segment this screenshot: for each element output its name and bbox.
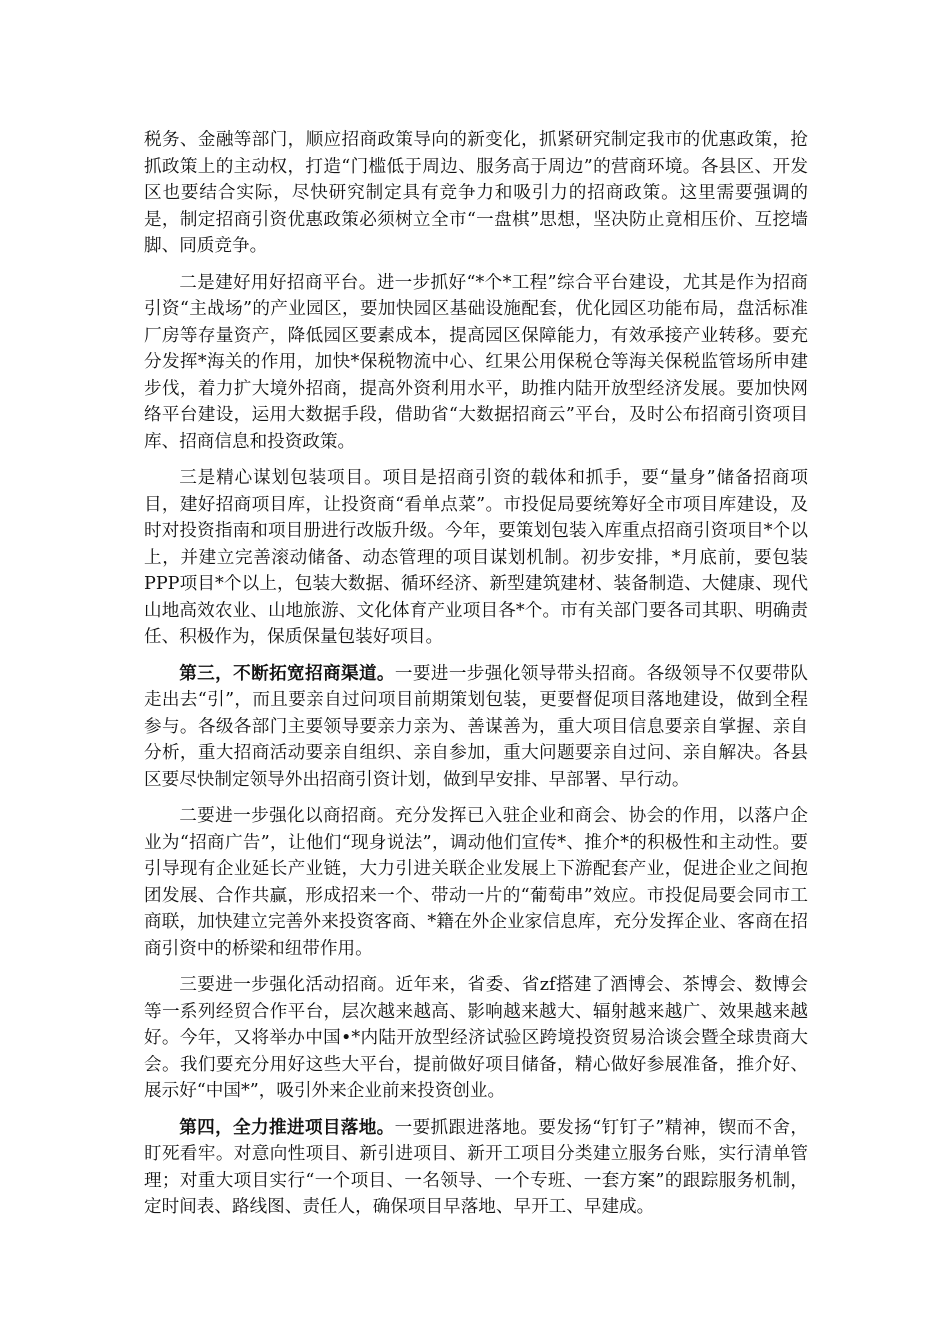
paragraph-3-text: 三是精心谋划包装项目。项目是招商引资的载体和抓手，要“量身”储备招商项目，建好招商项目库，让投资商“看单点菜”。市投促局要统筹好全市项目库建设，及时对投资指南和项目册进行改版升级。今年，要策划包装入库重点招商引资项目*个以上，并建立完善滚动储备、动态管理的项目谋划机制。初步安排，*月底前，要包装PPP项目*个以上，包装大数据、循环经济、新型建筑建材、装备制造、大健康、现代山地高效农业、山地旅游、文化体育产业项目各*个。市有关部门要各司其职、明确责任、积极作为，保质保量包装好项目。 — [144, 468, 808, 647]
paragraph-7-text: 一要抓跟进落地。要发扬“钉钉子”精神，锲而不舍，盯死看牢。对意向性项目、新引进项目、新开工项目分类建立服务台账，实行清单管理；对重大项目实行“一个项目、一名领导、一个专班、一套方案”的跟踪服务机制，定时间表、路线图、责任人，确保项目早落地、早开工、早建成。 — [144, 1117, 808, 1217]
paragraph-7 — [144, 1115, 808, 1221]
paragraph-3 — [144, 465, 808, 651]
document-page — [144, 127, 808, 1231]
paragraph-6 — [144, 972, 808, 1105]
paragraph-4-lead: 第三，不断拓宽招商渠道。 — [179, 662, 395, 684]
paragraph-2 — [144, 270, 808, 456]
paragraph-1 — [144, 127, 808, 260]
paragraph-1-text: 税务、金融等部门，顺应招商政策导向的新变化，抓紧研究制定我市的优惠政策，抢抓政策上的主动权，打造“门槛低于周边、服务高于周边”的营商环境。各县区、开发区也要结合实际，尽快研究制定具有竞争力和吸引力的招商政策。这里需要强调的是，制定招商引资优惠政策必须树立全市“一盘棋”思想，坚决防止竟相压价、互挖墙脚、同质竞争。 — [144, 130, 808, 256]
paragraph-5 — [144, 803, 808, 962]
paragraph-6-text: 三要进一步强化活动招商。近年来，省委、省zf搭建了酒博会、茶博会、数博会等一系列经贸合作平台，层次越来越高、影响越来越大、辐射越来越广、效果越来越好。今年，又将举办中国•*内陆开放型经济试验区跨境投资贸易洽谈会暨全球贵商大会。我们要充分用好这些大平台，提前做好项目储备，精心做好参展准备，推介好、展示好“中国*”，吸引外来企业前来投资创业。 — [144, 975, 808, 1101]
paragraph-4-text: 一要进一步强化领导带头招商。各级领导不仅要带队走出去“引”，而且要亲自过问项目前期策划包装，更要督促项目落地建设，做到全程参与。各级各部门主要领导要亲力亲为、善谋善为，重大项目信息要亲自掌握、亲自分析，重大招商活动要亲自组织、亲自参加，重大问题要亲自过问、亲自解决。各县区要尽快制定领导外出招商引资计划，做到早安排、早部署、早行动。 — [144, 663, 808, 790]
paragraph-2-text: 二是建好用好招商平台。进一步抓好“*个*工程”综合平台建设，尤其是作为招商引资“主战场”的产业园区，要加快园区基础设施配套，优化园区功能布局，盘活标准厂房等存量资产，降低园区要素成本，提高园区保障能力，有效承接产业转移。要充分发挥*海关的作用，加快*保税物流中心、红果公用保税仓等海关保税监管场所申建步伐，着力扩大境外招商，提高外资利用水平，助推内陆开放型经济发展。要加快网络平台建设，运用大数据手段，借助省“大数据招商云”平台，及时公布招商引资项目库、招商信息和投资政策。 — [144, 272, 808, 452]
paragraph-4 — [144, 661, 808, 794]
paragraph-5-text: 二要进一步强化以商招商。充分发挥已入驻企业和商会、协会的作用，以落户企业为“招商广告”，让他们“现身说法”，调动他们宣传*、推介*的积极性和主动性。要引导现有企业延长产业链，大力引进关联企业发展上下游配套产业，促进企业之间抱团发展、合作共赢，形成招来一个、带动一片的“葡萄串”效应。市投促局要会同市工商联，加快建立完善外来投资客商、*籍在外企业家信息库，充分发挥企业、客商在招商引资中的桥梁和纽带作用。 — [144, 806, 808, 959]
paragraph-7-lead: 第四，全力推进项目落地。 — [179, 1116, 395, 1138]
